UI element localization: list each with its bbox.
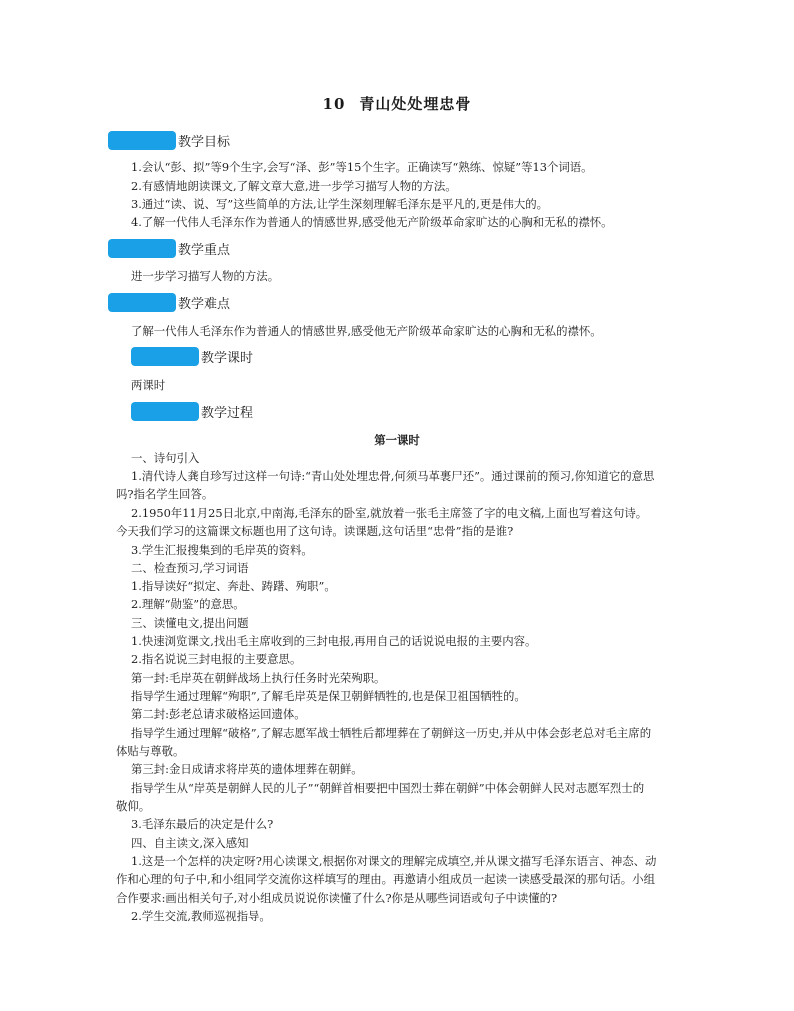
- section-marker-bar: [108, 293, 176, 312]
- process-line: 3.毛泽东最后的决定是什么?: [131, 817, 274, 831]
- difficulty-text: 了解一代伟人毛泽东作为普通人的情感世界,感受他无产阶级革命家旷达的心胸和无私的襟怀。: [131, 324, 602, 338]
- goal-item: 4.了解一代伟人毛泽东作为普通人的情感世界,感受他无产阶级革命家旷达的心胸和无私的襟怀。: [131, 215, 613, 229]
- process-line: 今天我们学习的这篇课文标题也用了这句诗。读课题,这句话里“忠骨”指的是谁?: [116, 524, 514, 538]
- section-label: 教学课时: [201, 350, 254, 366]
- process-line: 第二封:彭老总请求破格运回遗体。: [131, 707, 306, 721]
- process-line: 2.指名说说三封电报的主要意思。: [131, 652, 302, 666]
- process-line: 2.1950年11月25日北京,中南海,毛泽东的卧室,就放着一张毛主席签了字的电文稿,上面也写着这句诗。: [131, 506, 648, 520]
- lesson-number: 10: [322, 95, 346, 113]
- focus-text: 进一步学习描写人物的方法。: [131, 269, 280, 283]
- page-title: [0, 93, 794, 114]
- section-label: 教学目标: [178, 134, 231, 150]
- process-line: 2.学生交流,教师巡视指导。: [131, 909, 271, 923]
- section-marker-bar: [131, 402, 199, 421]
- process-line: 2.理解“勋鉴”的意思。: [131, 597, 245, 611]
- process-line: 一、诗句引入: [131, 451, 200, 465]
- process-line: 吗?指名学生回答。: [116, 487, 214, 501]
- process-line: 作和心理的句子中,和小组同学交流你这样填写的理由。再邀请小组成员一起读一读感受最深的那句话。小组: [116, 872, 655, 886]
- process-line: 第三封:金日成请求将岸英的遗体埋葬在朝鲜。: [131, 762, 363, 776]
- process-line: 指导学生通过理解“殉职”,了解毛岸英是保卫朝鲜牺牲的,也是保卫祖国牺牲的。: [131, 689, 526, 703]
- process-line: 二、检查预习,学习词语: [131, 561, 249, 575]
- section-label: 教学过程: [201, 405, 254, 421]
- section-focus-heading: [108, 237, 230, 259]
- lesson-title: 青山处处埋忠骨: [359, 95, 472, 113]
- process-line: 3.学生汇报搜集到的毛岸英的资料。: [131, 543, 313, 557]
- process-line: 1.这是一个怎样的决定呀?用心读课文,根据你对课文的理解完成填空,并从课文描写毛泽东语言、神态、动: [131, 854, 657, 868]
- process-line: 体贴与尊敬。: [116, 744, 185, 758]
- goal-item: 2.有感情地朗读课文,了解文章大意,进一步学习描写人物的方法。: [131, 179, 457, 193]
- process-line: 1.指导读好“拟定、奔赴、踌躇、殉职”。: [131, 579, 336, 593]
- process-line: 四、自主读文,深入感知: [131, 836, 249, 850]
- section-goals-heading: [108, 129, 230, 151]
- process-line: 指导学生从“岸英是朝鲜人民的儿子”“朝鲜首相要把中国烈士葬在朝鲜”中体会朝鲜人民对志愿军烈士的: [131, 781, 645, 795]
- section-marker-bar: [131, 347, 199, 366]
- process-line: 三、读懂电文,提出问题: [131, 616, 249, 630]
- section-label: 教学重点: [178, 242, 231, 258]
- section-process-heading: [131, 400, 253, 422]
- section-marker-bar: [108, 131, 176, 150]
- process-line: 敬仰。: [116, 799, 151, 813]
- process-line: 1.清代诗人龚自珍写过这样一句诗:“青山处处埋忠骨,何须马革裹尸还”。通过课前的预习,你知道它的意思: [131, 469, 655, 483]
- hours-text: 两课时: [131, 378, 166, 392]
- process-line: 合作要求:画出相关句子,对小组成员说说你读懂了什么?你是从哪些词语或句子中读懂的?: [116, 891, 558, 905]
- section-label: 教学难点: [178, 296, 231, 312]
- goal-item: 1.会认“彭、拟”等9个生字,会写“泽、彭”等15个生字。正确读写“熟练、惊疑”等13个词语。: [131, 160, 593, 174]
- process-line: 指导学生通过理解“破格”,了解志愿军战士牺牲后都埋葬在了朝鲜这一历史,并从中体会彭老总对毛主席的: [131, 726, 652, 740]
- section-hours-heading: [131, 345, 253, 367]
- lesson-period-title: 第一课时: [374, 433, 420, 447]
- goal-item: 3.通过“读、说、写”这些简单的方法,让学生深刻理解毛泽东是平凡的,更是伟大的。: [131, 197, 549, 211]
- section-difficulty-heading: [108, 291, 230, 313]
- process-line: 第一封:毛岸英在朝鲜战场上执行任务时光荣殉职。: [131, 671, 386, 685]
- process-line: 1.快速浏览课文,找出毛主席收到的三封电报,再用自己的话说说电报的主要内容。: [131, 634, 537, 648]
- section-marker-bar: [108, 239, 176, 258]
